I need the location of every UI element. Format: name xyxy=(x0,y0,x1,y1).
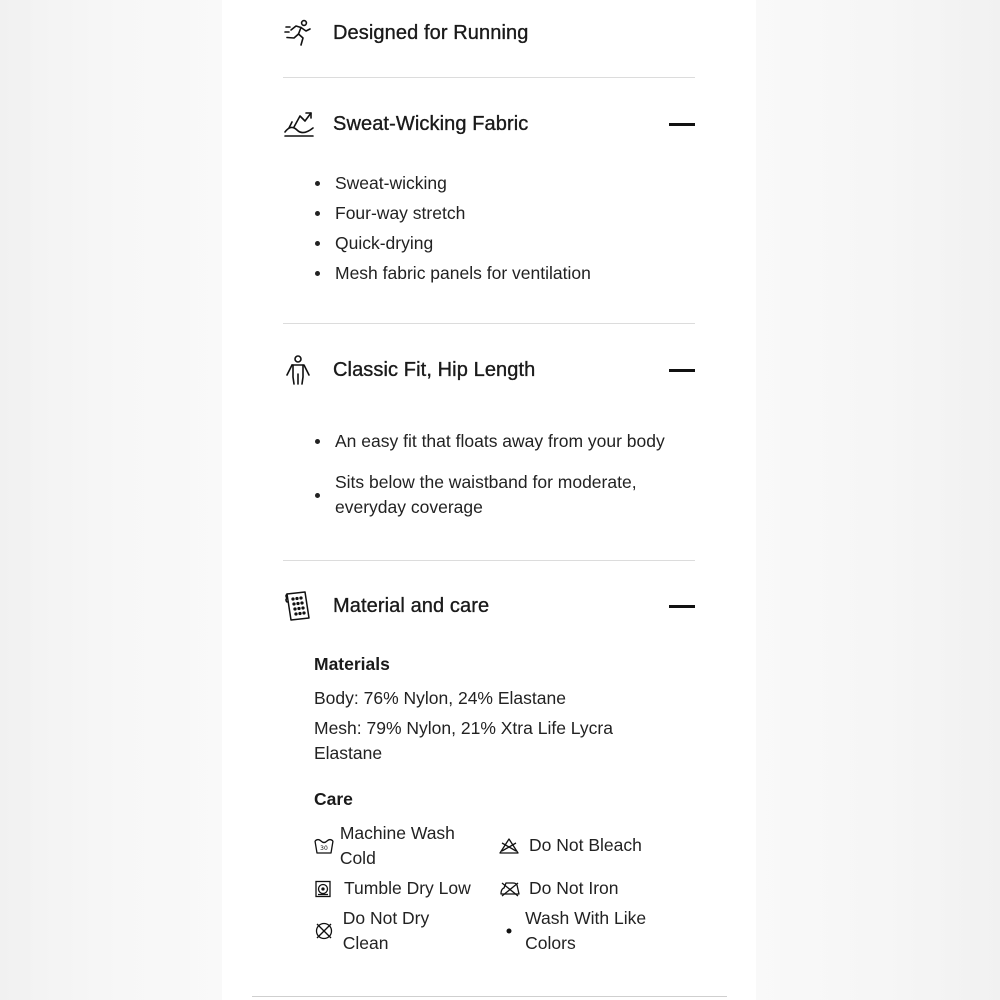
do-not-bleach-icon xyxy=(499,837,529,855)
care-do-not-dry-clean xyxy=(314,906,474,956)
do-not-dry-clean-icon xyxy=(314,921,343,941)
bullet-dot xyxy=(315,439,320,444)
section-title: Designed for Running xyxy=(333,21,529,44)
do-not-iron-icon xyxy=(499,880,529,898)
collapse-minus-icon[interactable] xyxy=(669,605,695,608)
care-label: Do Not Iron xyxy=(529,878,619,898)
care-label: Do Not Bleach xyxy=(529,835,642,855)
section-header-classic-fit[interactable] xyxy=(283,350,695,390)
bullet-dot xyxy=(315,181,320,186)
collapse-minus-icon[interactable] xyxy=(669,369,695,372)
section-divider xyxy=(283,77,695,78)
list-item: Mesh fabric panels for ventilation xyxy=(313,258,673,288)
section-divider xyxy=(283,323,695,324)
collapse-minus-icon[interactable] xyxy=(669,123,695,126)
section-header-designed-for-running[interactable] xyxy=(283,13,695,53)
material-body: Body: 76% Nylon, 24% Elastane xyxy=(314,688,566,708)
section-title: Classic Fit, Hip Length xyxy=(333,358,536,381)
bullet-dot xyxy=(315,271,320,276)
list-item: An easy fit that floats away from your body xyxy=(313,414,673,468)
section-header-material-and-care[interactable] xyxy=(283,586,695,626)
svg-text:30: 30 xyxy=(320,845,328,852)
running-person-icon xyxy=(283,17,315,49)
section-title: Material and care xyxy=(333,594,490,617)
bullet-dot xyxy=(315,211,320,216)
section-divider xyxy=(283,560,695,561)
machine-wash-cold-icon xyxy=(314,837,340,855)
materials-heading: Materials xyxy=(314,654,390,674)
list-item: Sits below the waistband for moderate, everyday coverage xyxy=(313,468,673,522)
care-label: Do Not Dry Clean xyxy=(342,908,430,953)
feature-list xyxy=(313,168,673,288)
care-label: Wash With Like Colors xyxy=(525,908,647,953)
care-do-not-iron xyxy=(499,876,689,901)
material-mesh: Mesh: 79% Nylon, 21% Xtra Life Lycra Elastane xyxy=(314,718,613,763)
care-machine-wash-cold xyxy=(314,821,474,871)
list-item: Sweat-wicking xyxy=(313,168,673,198)
list-item: Four-way stretch xyxy=(313,198,673,228)
care-label: Tumble Dry Low xyxy=(344,878,471,898)
tumble-dry-low-icon xyxy=(314,880,344,898)
fabric-swatch-icon xyxy=(283,590,315,622)
list-item: Quick-drying xyxy=(313,228,673,258)
bullet-dot xyxy=(315,241,320,246)
care-do-not-bleach xyxy=(499,833,689,858)
care-label: Machine Wash Cold xyxy=(339,823,455,868)
section-title: Sweat-Wicking Fabric xyxy=(333,112,529,135)
feature-list xyxy=(313,414,673,522)
section-header-sweat-wicking-fabric[interactable] xyxy=(283,104,695,144)
product-details-panel xyxy=(222,0,756,1000)
bullet-icon xyxy=(499,921,525,941)
bottom-divider xyxy=(252,996,727,997)
sweat-wicking-icon xyxy=(283,108,315,140)
care-wash-with-like-colors xyxy=(499,906,679,956)
care-tumble-dry-low xyxy=(314,876,504,901)
bullet-dot xyxy=(315,493,320,498)
care-heading: Care xyxy=(314,789,353,809)
fit-figure-icon xyxy=(283,354,315,386)
